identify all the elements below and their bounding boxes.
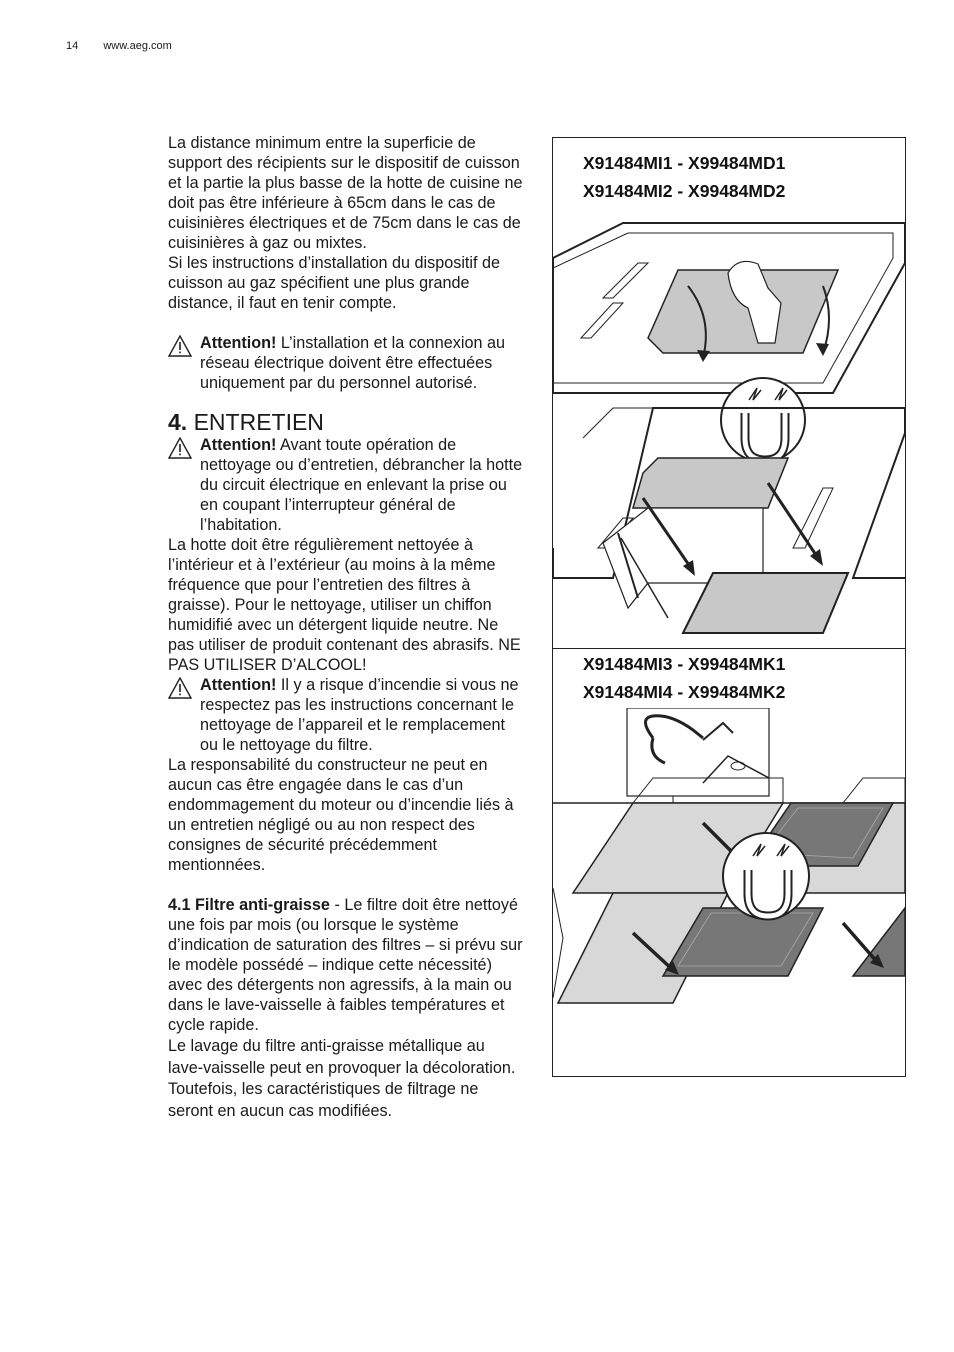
section-heading-entretien (168, 409, 523, 435)
top-model-line-2: X91484MI2 - X99484MD2 (583, 181, 786, 201)
warning-disconnect (168, 435, 523, 535)
grease-filter-text: - Le filtre doit être nettoyé une fois par mois (ou lorsque le système d’indication de saturation des filtres – si prévu sur le modèle possédé – indique cette nécessité) avec des détergents non agressifs, à la main ou dans le lave-vaisselle à faibles températures et cycle rapide. (168, 896, 523, 1034)
page-number: 14 (66, 40, 79, 52)
warning-text: Il y a risque d’incendie si vous ne respectez pas les instructions concernant le nettoyage de l’appareil et le remplacement ou le nettoyage du filtre. (200, 676, 519, 754)
figure-divider (553, 648, 905, 649)
page-header (66, 40, 194, 52)
filter-illustration-box (552, 137, 906, 1077)
warning-fire (168, 675, 523, 755)
cleaning-paragraph: La hotte doit être régulièrement nettoyée à l’intérieur et à l’extérieur (au moins à la même fréquence que pour l’entretien des filtres à graisse). Pour le nettoyage, utiliser un chiffon humidifié avec un détergent liquide neutre. Ne pas utiliser de produit contenant des abrasifs. NE PAS UTILISER D’ALCOOL! (168, 536, 521, 674)
grease-filter-paragraph (168, 895, 523, 1035)
warning-label: Attention! (200, 436, 277, 454)
carbon-filter-removal-illustration (553, 708, 905, 1076)
liability-paragraph: La responsabilité du constructeur ne peut en aucun cas être engagée dans le cas d’un endommagement du moteur ou d’incendie liés à un entretien négligé ou au non respect des consignes de sécurité précédemment mentionnées. (168, 756, 514, 874)
section-title: ENTRETIEN (187, 409, 324, 435)
bottom-model-line-2: X91484MI4 - X99484MK2 (583, 682, 786, 702)
warning-triangle-icon (168, 677, 192, 699)
warning-label: Attention! (200, 334, 277, 352)
warning-text: Avant toute opération de nettoyage ou d’entretien, débrancher la hotte du circuit électrique en enlevant la prise ou en coupant l’interrupteur général de l’habitation. (200, 436, 523, 534)
warning-label: Attention! (200, 676, 277, 694)
intro-paragraph-1: La distance minimum entre la superficie de support des récipients sur le dispositif de cuisson et la partie la plus basse de la hotte de cuisine ne doit pas être inférieure à 65cm dans le cas de cuisinières électriques et de 75cm dans le cas de cuisinières à gaz ou mixtes. (168, 134, 523, 252)
text-column (168, 133, 523, 1122)
intro-paragraph-2: Si les instructions d’installation du dispositif de cuisson au gaz spécifient une plus grande distance, il faut en tenir compte. (168, 254, 501, 312)
website-url: www.aeg.com (103, 40, 172, 52)
bottom-model-line-1: X91484MI3 - X99484MK1 (583, 654, 786, 674)
section-number: 4. (168, 409, 188, 435)
bottom-model-list (583, 650, 785, 706)
grease-filter-title: 4.1 Filtre anti-graisse (168, 896, 330, 914)
top-model-line-1: X91484MI1 - X99484MD1 (583, 153, 786, 173)
metal-filter-removal-illustration (553, 138, 905, 648)
warning-text: L’installation et la connexion au réseau électrique doivent être effectuées uniquement par du personnel autorisé. (200, 334, 506, 392)
warning-installation (168, 333, 523, 393)
dishwasher-paragraph: Le lavage du filtre anti-graisse métallique au lave-vaisselle peut en provoquer la décoloration. Toutefois, les caractéristiques de filtrage ne seront en aucun cas modifiées. (168, 1037, 516, 1120)
warning-triangle-icon (168, 335, 192, 357)
warning-triangle-icon (168, 437, 192, 459)
